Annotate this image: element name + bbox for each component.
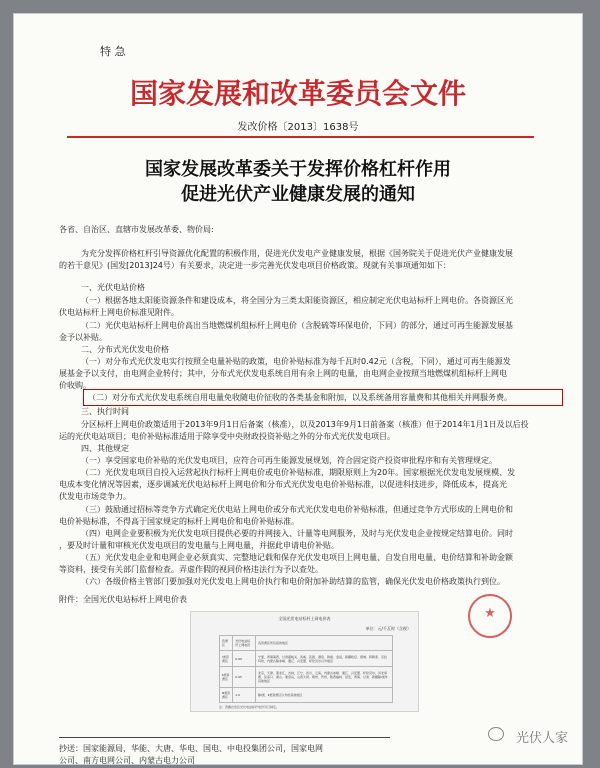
body-line: （三）鼓励通过招标等竞争方式确定光伏电站上网电价或分布式光伏发电电价补贴标准，但通过竞争方式形成的上网电价和 [81, 505, 513, 514]
body-line: 金予以补贴。 [59, 333, 107, 342]
body-line: 运的光伏电站项目；电价补贴标准适用于除享受中央财政投资补贴之外的分布式光伏发电项目。 [59, 432, 395, 441]
annex-table-note: 注：西藏自治区光伏电站标杆电价另行制定。 [219, 705, 280, 709]
table-cell: 除Ⅰ类、Ⅱ类资源区以外的其他地区 [256, 687, 393, 702]
table-header-cell: 光伏电站标杆上网电价 [233, 636, 256, 651]
copy-to-line2: 公司、南方电网公司、内蒙古电力公司 [59, 756, 195, 764]
table-cell: 0.95 [233, 666, 256, 687]
body-line: （六）各级价格主管部门要加强对光伏发电上网电价执行和电价附加补助结算的监管，确保光伏发电价格政策执行到位。 [81, 577, 505, 586]
body-line: （四）电网企业要积极为光伏发电项目提供必要的并网接入、计量等电网服务，及时与光伏发电企业按规定结算电价。同时 [81, 529, 513, 538]
annex-table-unit: 单位：元/千瓦时（含税） [365, 626, 411, 631]
body-line: 三、执行时间 [81, 407, 129, 416]
table-cell: Ⅲ类资源区 [220, 687, 233, 702]
body-line: 分区标杆上网电价政策适用于2013年9月1日后备案（核准），以及2013年9月1日前备案（核准）但于2014年1月1日及以后投 [81, 420, 529, 429]
table-row [220, 666, 393, 687]
table-cell: 0.90 [233, 651, 256, 666]
watermark-label: 光伏人家 [515, 731, 568, 746]
body-line: ，要及时计量和审核光伏发电项目的发电量与上网电量，并据此申请电价补贴。 [59, 541, 339, 550]
table-cell: 北京，天津，黑龙江，吉林，辽宁，四川，云南，内蒙古赤峰、通辽、兴安盟、呼伦贝尔，河北承德、张家口、唐山、秦皇岛，山西大同、朔州、忻州，陕西榆林、延安，青海、甘肃、新疆除Ⅰ类外其他地区 [256, 666, 393, 687]
body-line: 等资料，接受有关部门监督检查。弄虚作假的视同价格违法行为予以查处。 [59, 565, 323, 574]
body-line: 一、光伏电站价格 [81, 283, 145, 292]
body-line: （二）光伏发电项目自投入运营起执行标杆上网电价或电价补贴标准，期限原则上为20年。国家根据光伏发电发展规模、发 [81, 468, 516, 477]
table-header-cell: 各资源区所包括的地区 [256, 636, 393, 651]
recipient-line: 各省、自治区、直辖市发展改革委、物价局: [59, 225, 214, 234]
annex-price-table [190, 611, 419, 712]
document-title-line1: 国家发展改革委关于发挥价格杠杆作用 [145, 159, 451, 180]
document-number: 发改价格〔2013〕1638号 [237, 122, 359, 133]
body-line: （一）根据各地太阳能资源条件和建设成本，将全国分为三类太阳能资源区，相应制定光伏电站标杆上网电价。各资源区光 [81, 296, 513, 305]
table-row [220, 687, 393, 702]
body-line: 二、分布式光伏发电价格 [81, 345, 169, 354]
issuing-office-title: 国家发展和改革委员会文件 [129, 77, 466, 110]
official-seal [468, 594, 512, 638]
body-line: 伏发电市场竞争力。 [59, 492, 131, 501]
highlighted-clause-text: （二）对分布式光伏发电系统自用电量免收随电价征收的各类基金和附加，以及系统备用容量费和其他相关并网服务费。 [88, 393, 512, 402]
table-cell: Ⅱ类资源区 [220, 666, 233, 687]
body-line: （五）光伏发电企业和电网企业必须真实、完整地记载和保存光伏发电项目上网电量、自发自用电量、电价结算和补助金额 [81, 553, 513, 562]
attachment-label: 附件：全国光伏电站标杆上网电价表 [59, 595, 187, 604]
body-line: 伏电站标杆上网电价标准见附件。 [59, 308, 179, 317]
document-title-line2: 促进光伏产业健康发展的通知 [181, 184, 415, 205]
table-cell: 1.0 [233, 687, 256, 702]
table-row [220, 651, 393, 666]
table-header-row [220, 636, 393, 651]
body-line: 电成本变化情况等因素，逐步调减光伏电站标杆上网电价和分布式光伏发电电价补贴标准，以促进科技进步，降低成本，提高光 [59, 480, 507, 489]
body-line: 的若干意见》(国发[2013]24号）有关要求，决定进一步完善光伏发电项目价格政策。现就有关事项通知如下： [59, 261, 451, 270]
red-divider [67, 136, 534, 138]
body-line: （二）光伏电站标杆上网电价高出当地燃煤机组标杆上网电价（含脱硫等环保电价，下同）的部分，通过可再生能源发展基 [81, 321, 513, 330]
wechat-icon [488, 727, 504, 741]
annex-table-grid [219, 635, 393, 703]
seal-star-icon: ★ [484, 606, 496, 621]
document-page [14, 14, 582, 764]
body-line: 价收购。 [59, 381, 91, 390]
body-line: 四、其他规定 [81, 444, 129, 453]
copy-to-line1: 抄送：国家能源局，华能、大唐、华电、国电、中电投集团公司，国家电网 [59, 744, 323, 753]
body-line: 为充分发挥价格杠杆引导资源优化配置的积极作用，促进光伏发电产业健康发展，根据《国务院关于促进光伏产业健康发展 [81, 249, 513, 258]
annex-table-title: 全国光伏电站标杆上网电价表 [278, 616, 331, 621]
body-line: 展基金予以支付，由电网企业转付；其中，分布式光伏发电系统自用有余上网的电量，由电网企业按照当地燃煤机组标杆上网电 [59, 369, 507, 378]
body-line: （一）享受国家电价补贴的光伏发电项目，应符合可再生能源发展规划，符合固定资产投资审批程序和有关管理规定。 [81, 456, 497, 465]
table-cell: 宁夏，青海海西，甘肃嘉峪关、武威、张掖、酒泉、敦煌、金昌，新疆哈密、塔城、阿勒泰、克拉玛依，内蒙古除赤峰、通辽、兴安盟、呼伦贝尔以外地区 [256, 651, 393, 666]
body-line: 电价补贴标准，不得高于国家规定的标杆上网电价和电价补贴标准。 [59, 517, 299, 526]
table-header-cell: 资源区 [220, 636, 233, 651]
table-cell: Ⅰ类资源区 [220, 651, 233, 666]
footer-top-rule [59, 737, 390, 738]
urgency-label: 特 急 [100, 45, 126, 58]
body-line: （一）对分布式光伏发电实行按照全电量补贴的政策，电价补贴标准为每千瓦时0.42元（含税，下同），通过可再生能源发 [81, 357, 511, 366]
